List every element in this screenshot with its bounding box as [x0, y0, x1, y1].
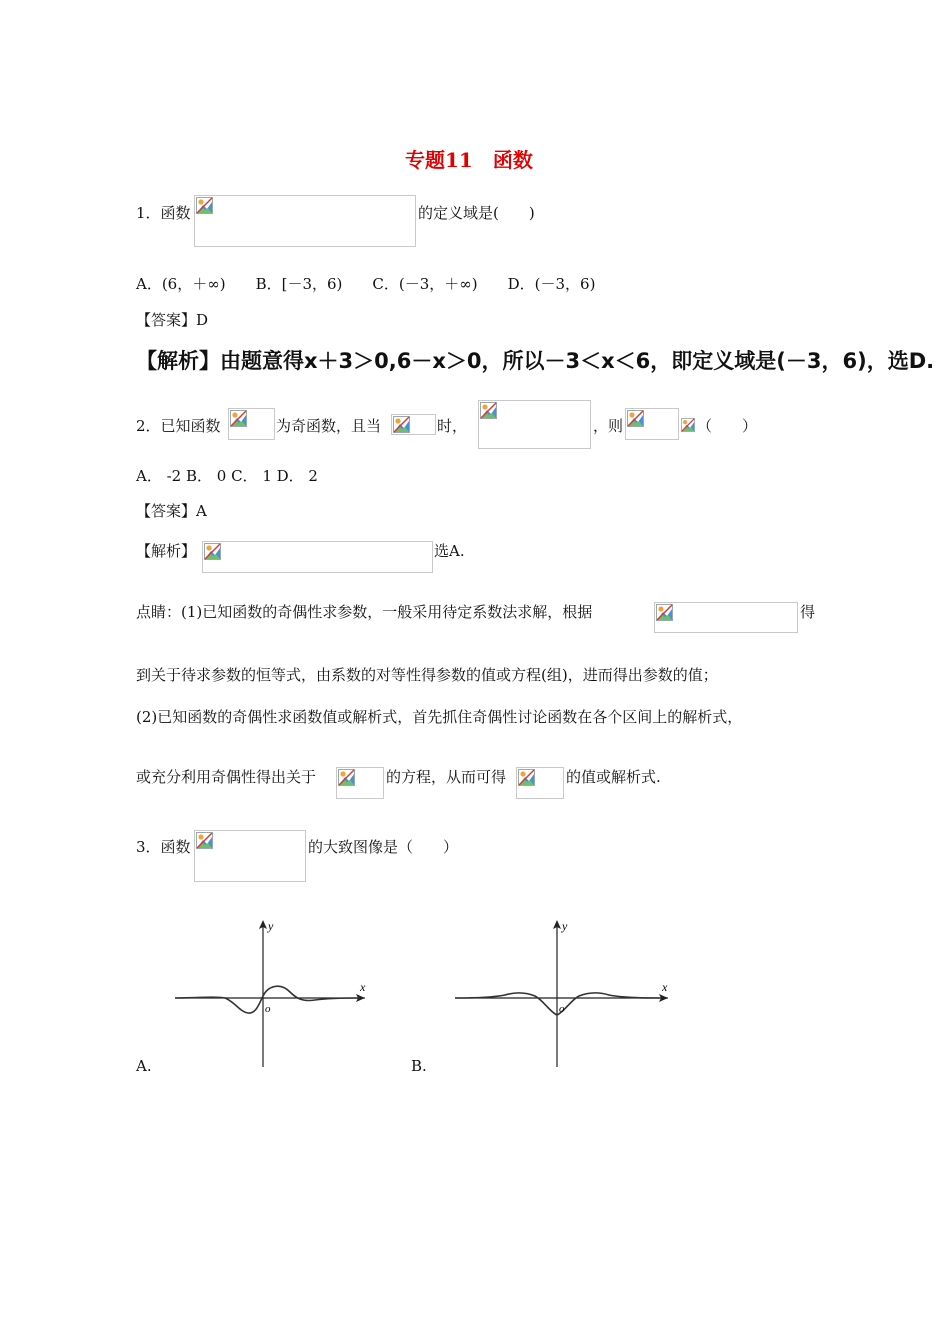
q2-stem-suffix: （ ） [697, 417, 758, 435]
broken-image-icon [196, 197, 213, 214]
q2-note-line1: 点睛：(1)已知函数的奇偶性求参数，一般采用待定系数法求解，根据 [136, 603, 593, 621]
q2-analysis-image [202, 541, 433, 573]
q2-note-line1-suffix: 得 [800, 603, 816, 621]
q2-note-line3: (2)已知函数的奇偶性求函数值或解析式，首先抓住奇偶性讨论函数在各个区间上的解析式， [136, 708, 743, 726]
broken-image-icon [393, 416, 410, 433]
graph-b-option-label: B. [411, 1057, 427, 1075]
graph-b [450, 912, 680, 1072]
q1-analysis: 【解析】由题意得x＋3＞0,6－x＞0，所以－3＜x＜6，即定义域是(－3，6)，选D. [136, 349, 935, 373]
q1-answer: 【答案】D [136, 311, 209, 329]
q2-stem-mid1: 为奇函数，且当 [276, 417, 382, 435]
graph-a-option-label: A. [136, 1057, 152, 1075]
graph-a [170, 912, 380, 1072]
broken-image-icon [627, 410, 644, 427]
q2-options: A． -2 B． 0 C． 1 D． 2 [136, 467, 318, 485]
graph-b-y-label: y [562, 919, 568, 933]
broken-image-icon [204, 543, 221, 560]
q2-note-line4-suffix: 的值或解析式. [566, 768, 661, 786]
broken-image-icon [338, 769, 355, 786]
q2-note-formula-image [654, 602, 798, 633]
q2-note-line4-prefix: 或充分利用奇偶性得出关于 [136, 768, 317, 786]
q1-options: A．(6，＋∞) B．[－3，6) C．(－3，＋∞) D．(－3，6) [136, 275, 596, 293]
q2-note-function-image [516, 767, 564, 799]
q2-note-line4-mid: 的方程，从而可得 [386, 768, 507, 786]
broken-image-icon [230, 410, 247, 427]
page-title: 专题11 函数 [405, 148, 533, 172]
broken-image-icon [480, 402, 497, 419]
q3-stem-prefix: 3．函数 [136, 838, 191, 856]
q3-formula-image [194, 830, 306, 882]
q2-stem-mid2: 时， [437, 417, 468, 435]
broken-image-icon [518, 769, 535, 786]
graph-a-y-label: y [268, 919, 274, 933]
q2-value-image [625, 408, 679, 440]
q1-stem-suffix: 的定义域是( ) [418, 204, 535, 222]
graph-a-origin-label: o [265, 1003, 271, 1015]
q2-condition-image [391, 414, 436, 435]
graph-b-x-label: x [662, 980, 668, 994]
q2-expression-image [478, 400, 591, 449]
q2-answer: 【答案】A [136, 502, 207, 520]
q1-formula-image [194, 195, 416, 247]
q3-stem-suffix: 的大致图像是（ ） [308, 838, 459, 856]
broken-image-icon [681, 418, 695, 432]
q2-analysis-suffix: 选A. [434, 542, 465, 560]
q2-stem-prefix: 2．已知函数 [136, 417, 221, 435]
q2-note-variable-image [336, 767, 384, 799]
q2-stem-mid3: ，则 [593, 417, 624, 435]
graph-a-x-label: x [360, 980, 366, 994]
broken-image-icon [196, 832, 213, 849]
q2-note-line2: 到关于待求参数的恒等式，由系数的对等性得参数的值或方程(组)，进而得出参数的值； [136, 666, 718, 684]
q1-stem-prefix: 1．函数 [136, 204, 191, 222]
q2-function-image [228, 408, 275, 440]
graph-b-origin-label: o [559, 1003, 565, 1015]
broken-image-icon [656, 604, 673, 621]
q2-analysis-label: 【解析】 [136, 542, 197, 560]
